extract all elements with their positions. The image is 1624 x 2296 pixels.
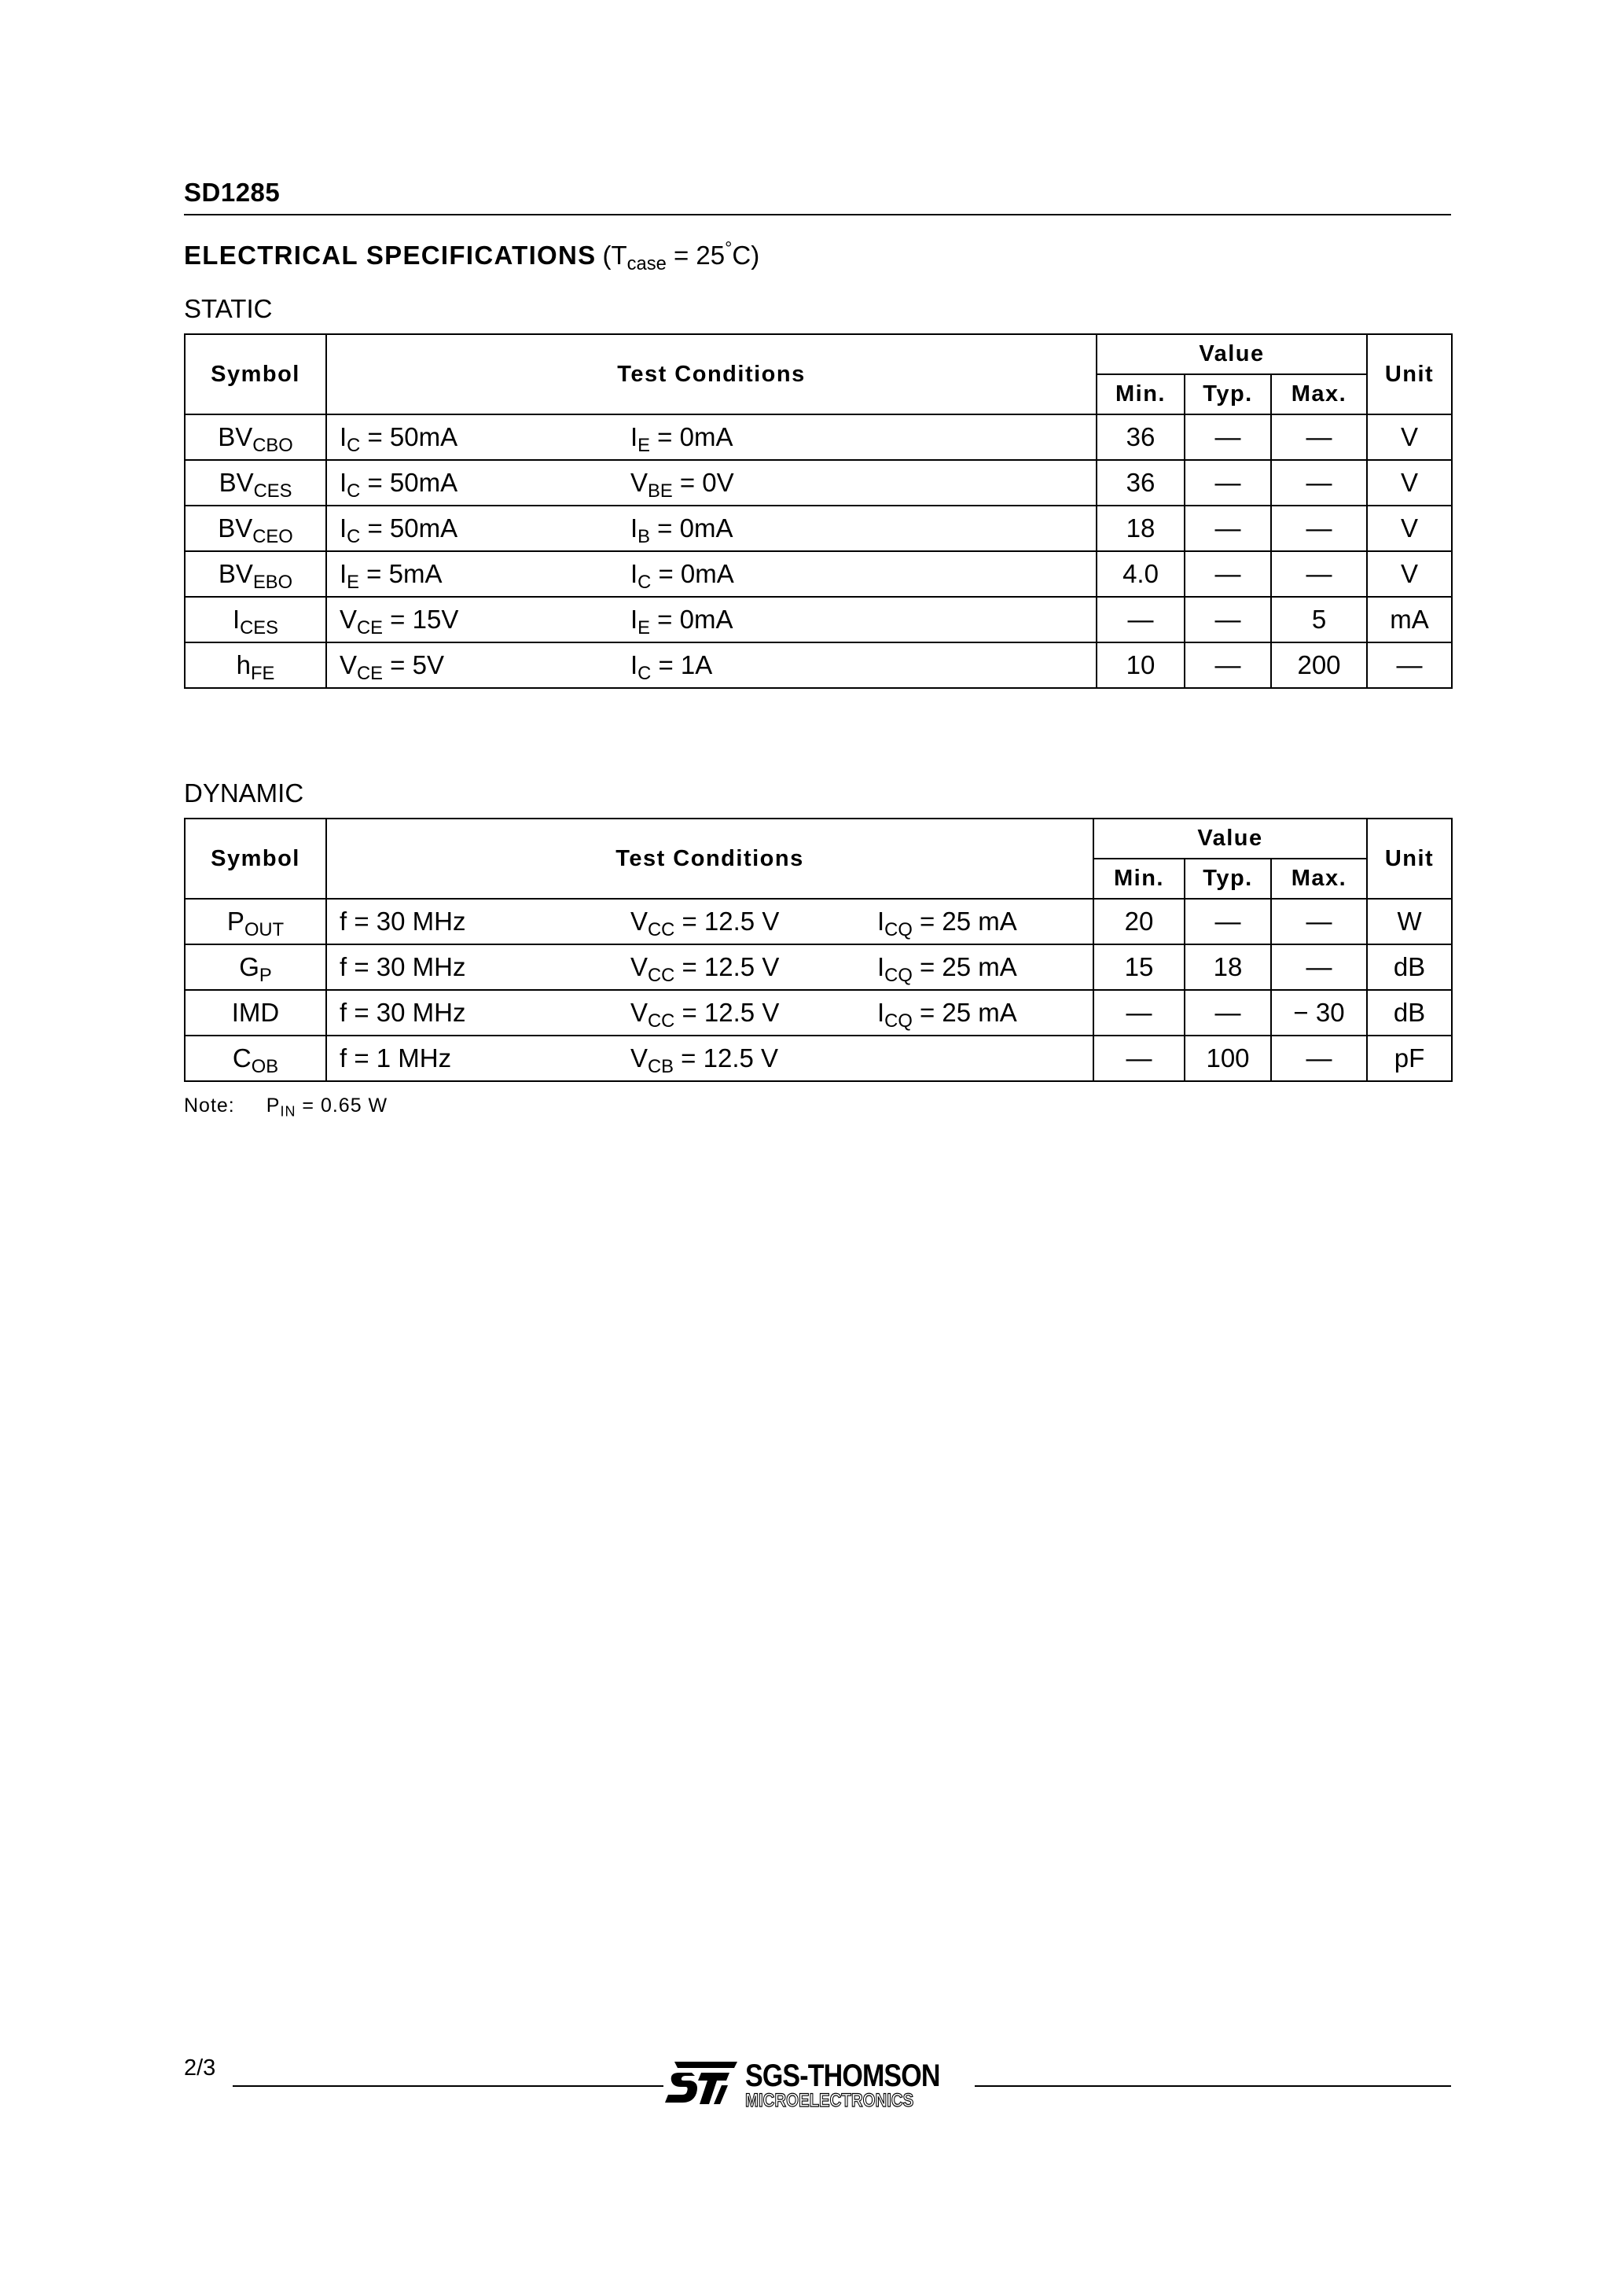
condition-1: f = 1 MHz <box>340 1043 452 1073</box>
symbol-text: $BV_{CBO}$ <box>218 422 293 457</box>
min-header: Min. <box>1097 374 1185 414</box>
max-value: — <box>1271 460 1367 506</box>
condition-2: $V_{CC} = 12.5$ V <box>630 952 780 987</box>
footer-rule-left <box>233 2085 663 2087</box>
unit-value: V <box>1367 460 1452 506</box>
unit-value: dB <box>1367 944 1452 990</box>
test-conditions-header: Test Conditions <box>326 819 1093 899</box>
conditions-cell <box>326 551 1097 597</box>
symbol-text: $I_{CES}$ <box>232 605 278 639</box>
symbol-cell <box>185 990 326 1036</box>
condition-1: f = 30 MHz <box>340 907 466 936</box>
symbol-cell <box>185 597 326 642</box>
max-value: — <box>1271 899 1367 944</box>
max-value: 5 <box>1271 597 1367 642</box>
dynamic-spec-table <box>184 818 1453 1082</box>
min-value: 36 <box>1097 460 1185 506</box>
symbol-cell <box>185 460 326 506</box>
min-value: 18 <box>1097 506 1185 551</box>
conditions-cell <box>326 460 1097 506</box>
table-row <box>185 597 1452 642</box>
page-number: 2/3 <box>184 2055 216 2081</box>
unit-header: Unit <box>1367 334 1452 414</box>
typ-value: — <box>1185 597 1271 642</box>
min-value: 15 <box>1093 944 1185 990</box>
unit-value: — <box>1367 642 1452 688</box>
min-value: — <box>1093 990 1185 1036</box>
case-temperature-condition: $(T_{case} = 25^\circ C)$ <box>602 237 760 275</box>
min-value: — <box>1093 1036 1185 1081</box>
max-header: Max. <box>1271 374 1367 414</box>
condition-2: $I_E = 0mA$ <box>630 605 733 639</box>
symbol-cell <box>185 414 326 460</box>
static-table-label: STATIC <box>184 294 273 323</box>
condition-1: $I_E = 5mA$ <box>340 559 443 594</box>
value-header: Value <box>1093 819 1367 859</box>
condition-2: $I_E = 0mA$ <box>630 422 733 457</box>
unit-value: V <box>1367 551 1452 597</box>
unit-value: V <box>1367 506 1452 551</box>
company-logo <box>665 2059 940 2113</box>
section-title: ELECTRICAL SPECIFICATIONS <box>184 241 597 270</box>
condition-2: $I_C = 0mA$ <box>630 559 734 594</box>
min-value: — <box>1097 597 1185 642</box>
symbol-cell <box>185 899 326 944</box>
condition-2: $I_C = 1A$ <box>630 650 713 685</box>
typ-value: — <box>1185 642 1271 688</box>
dynamic-table-label: DYNAMIC <box>184 778 304 808</box>
table-row <box>185 990 1452 1036</box>
unit-header: Unit <box>1367 819 1452 899</box>
typ-value: — <box>1185 414 1271 460</box>
section-heading <box>184 237 760 275</box>
note-input-power: $P_{IN} = 0.65$ W <box>266 1095 388 1120</box>
condition-3: $I_{CQ} = 25$ mA <box>877 907 1017 941</box>
typ-value: 18 <box>1185 944 1271 990</box>
table-row <box>185 414 1452 460</box>
min-value: 10 <box>1097 642 1185 688</box>
unit-value: dB <box>1367 990 1452 1036</box>
page-title: SD1285 <box>184 178 281 207</box>
max-header: Max. <box>1271 859 1367 899</box>
condition-2: $V_{BE} = 0V$ <box>630 468 734 502</box>
title-divider <box>184 214 1451 215</box>
typ-value: — <box>1185 460 1271 506</box>
table-row <box>185 551 1452 597</box>
note <box>184 1095 388 1120</box>
symbol-cell <box>185 642 326 688</box>
company-division: MICROELECTRONICS <box>745 2090 914 2111</box>
table-row <box>185 899 1452 944</box>
condition-2: $V_{CB} = 12.5$ V <box>630 1043 779 1078</box>
table-row <box>185 506 1452 551</box>
note-label: Note: <box>184 1095 235 1117</box>
unit-value: pF <box>1367 1036 1452 1081</box>
company-name: SGS-THOMSON <box>745 2059 940 2093</box>
symbol-header: Symbol <box>185 819 326 899</box>
table-row <box>185 460 1452 506</box>
max-value: — <box>1271 944 1367 990</box>
typ-value: — <box>1185 551 1271 597</box>
value-header: Value <box>1097 334 1367 374</box>
symbol-text: $P_{OUT}$ <box>226 907 285 941</box>
condition-1: $I_C = 50mA$ <box>340 468 458 502</box>
symbol-cell <box>185 551 326 597</box>
min-header: Min. <box>1093 859 1185 899</box>
conditions-cell <box>326 642 1097 688</box>
max-value: 200 <box>1271 642 1367 688</box>
conditions-cell <box>326 597 1097 642</box>
condition-2: $V_{CC} = 12.5$ V <box>630 998 780 1032</box>
symbol-text: $h_{FE}$ <box>236 650 275 685</box>
st-logo-icon <box>665 2059 739 2109</box>
symbol-text: IMD <box>231 998 280 1027</box>
max-value: − 30 <box>1271 990 1367 1036</box>
symbol-text: $G_P$ <box>239 952 272 987</box>
conditions-cell <box>326 414 1097 460</box>
typ-value: — <box>1185 506 1271 551</box>
condition-1: $I_C = 50mA$ <box>340 422 458 457</box>
symbol-cell <box>185 1036 326 1081</box>
condition-2: $V_{CC} = 12.5$ V <box>630 907 780 941</box>
min-value: 20 <box>1093 899 1185 944</box>
symbol-text: $BV_{EBO}$ <box>218 559 293 594</box>
conditions-cell <box>326 899 1093 944</box>
conditions-cell <box>326 944 1093 990</box>
condition-3: $I_{CQ} = 25$ mA <box>877 952 1017 987</box>
unit-value: W <box>1367 899 1452 944</box>
condition-3: $I_{CQ} = 25$ mA <box>877 998 1017 1032</box>
typ-value: — <box>1185 990 1271 1036</box>
conditions-cell <box>326 990 1093 1036</box>
min-value: 4.0 <box>1097 551 1185 597</box>
typ-header: Typ. <box>1185 374 1271 414</box>
min-value: 36 <box>1097 414 1185 460</box>
table-row <box>185 944 1452 990</box>
test-conditions-header: Test Conditions <box>326 334 1097 414</box>
condition-2: $I_B = 0mA$ <box>630 513 733 548</box>
unit-value: mA <box>1367 597 1452 642</box>
max-value: — <box>1271 414 1367 460</box>
symbol-text: $C_{OB}$ <box>232 1043 279 1078</box>
symbol-cell <box>185 506 326 551</box>
table-row <box>185 642 1452 688</box>
unit-value: V <box>1367 414 1452 460</box>
max-value: — <box>1271 506 1367 551</box>
table-row <box>185 1036 1452 1081</box>
symbol-text: $BV_{CEO}$ <box>218 513 293 548</box>
condition-1: $V_{CE} = 5V$ <box>340 650 444 685</box>
condition-1: $I_C = 50mA$ <box>340 513 458 548</box>
condition-1: f = 30 MHz <box>340 952 466 981</box>
symbol-text: $BV_{CES}$ <box>219 468 292 502</box>
conditions-cell <box>326 1036 1093 1081</box>
symbol-cell <box>185 944 326 990</box>
max-value: — <box>1271 1036 1367 1081</box>
condition-1: f = 30 MHz <box>340 998 466 1027</box>
max-value: — <box>1271 551 1367 597</box>
footer-rule-right <box>975 2085 1451 2087</box>
symbol-header: Symbol <box>185 334 326 414</box>
static-spec-table <box>184 333 1453 689</box>
conditions-cell <box>326 506 1097 551</box>
condition-1: $V_{CE} = 15V$ <box>340 605 459 639</box>
typ-value: — <box>1185 899 1271 944</box>
typ-header: Typ. <box>1185 859 1271 899</box>
typ-value: 100 <box>1185 1036 1271 1081</box>
